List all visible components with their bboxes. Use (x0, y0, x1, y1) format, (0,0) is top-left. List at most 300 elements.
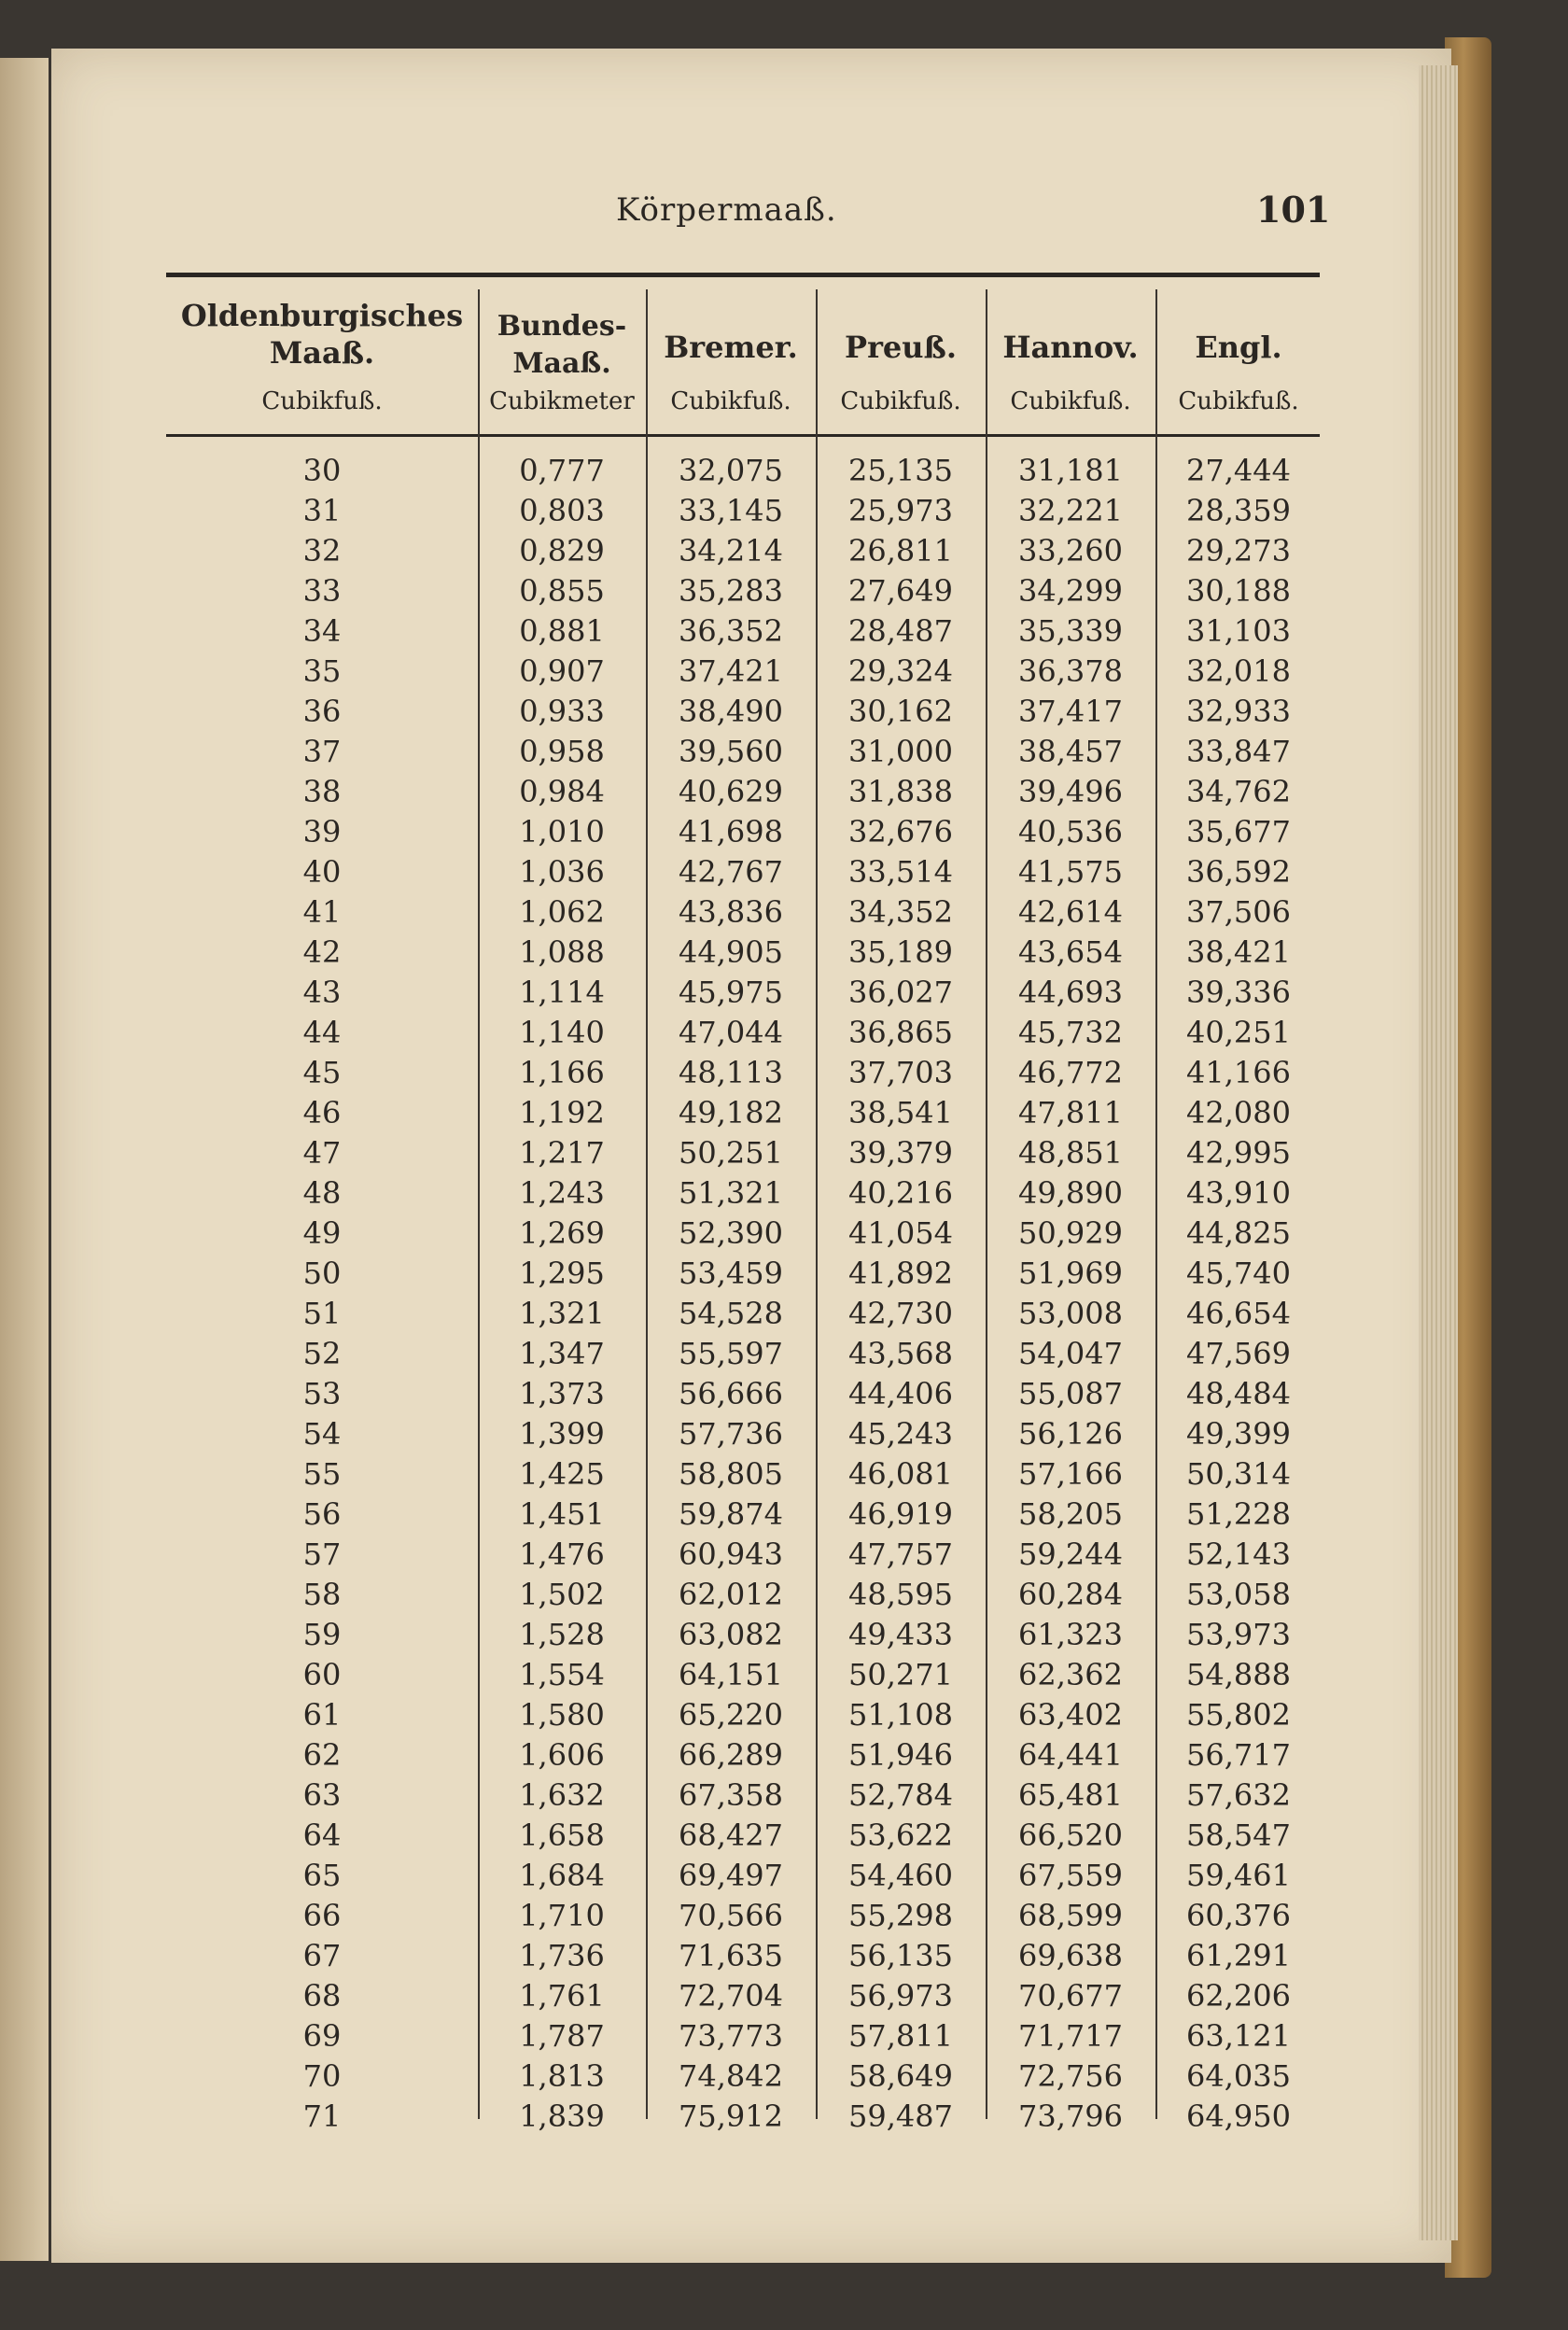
table-cell: 68,427 (679, 1818, 783, 1853)
table-cell: 71,717 (1018, 2018, 1123, 2054)
column-header-bundes: Bundes-Maaß. (497, 310, 627, 380)
table-cell: 41,166 (1186, 1055, 1291, 1090)
table-cell: 35,677 (1186, 814, 1291, 849)
table-cell: 63,402 (1018, 1697, 1123, 1733)
table-cell: 54,047 (1018, 1336, 1123, 1371)
table-cell: 68 (302, 1978, 342, 2014)
table-cell: 1,036 (519, 854, 605, 890)
table-cell: 73,773 (679, 2018, 783, 2054)
table-row (166, 692, 1320, 732)
table-cell: 74,842 (679, 2058, 783, 2094)
table-row (166, 772, 1320, 812)
table-cell: 55 (302, 1456, 342, 1492)
table-cell: 36,027 (848, 975, 953, 1010)
table-body (166, 451, 1320, 2137)
table-cell: 36,592 (1186, 854, 1291, 890)
table-cell: 30,162 (848, 694, 953, 729)
table-header-rule (166, 434, 1320, 437)
table-row (166, 852, 1320, 892)
table-cell: 41,892 (848, 1256, 953, 1291)
table-row (166, 1495, 1320, 1535)
column-unit: Cubikfuß. (670, 387, 791, 415)
table-cell: 32,221 (1018, 493, 1123, 528)
running-head: Körpermaaß. (616, 191, 837, 229)
table-row (166, 812, 1320, 852)
table-cell: 47,811 (1018, 1095, 1123, 1130)
table-cell: 42,730 (848, 1296, 953, 1331)
table-cell: 42,614 (1018, 894, 1123, 930)
table-cell: 33,847 (1186, 734, 1291, 769)
table-cell: 50,314 (1186, 1456, 1291, 1492)
table-cell: 50,271 (848, 1657, 953, 1692)
table-cell: 58,649 (848, 2058, 953, 2094)
table-cell: 49 (302, 1215, 342, 1251)
table-row (166, 1254, 1320, 1294)
table-cell: 1,736 (519, 1938, 605, 1973)
table-row (166, 531, 1320, 571)
table-cell: 30 (302, 453, 342, 488)
table-cell: 36 (302, 694, 342, 729)
table-cell: 52,143 (1186, 1537, 1291, 1572)
table-cell: 65,481 (1018, 1777, 1123, 1813)
table-row (166, 1655, 1320, 1695)
table-cell: 44 (302, 1015, 342, 1050)
table-cell: 62,206 (1186, 1978, 1291, 2014)
table-row (166, 1695, 1320, 1735)
table-cell: 45,732 (1018, 1015, 1123, 1050)
column-unit: Cubikfuß. (1178, 387, 1299, 415)
table-cell: 62 (302, 1737, 342, 1773)
column-unit: Cubikmeter (489, 387, 635, 415)
table-cell: 33,260 (1018, 533, 1123, 568)
table-cell: 0,958 (519, 734, 605, 769)
table-cell: 40,216 (848, 1175, 953, 1211)
table-cell: 60,376 (1186, 1898, 1291, 1933)
table-cell: 62,362 (1018, 1657, 1123, 1692)
table-cell: 35 (302, 653, 342, 689)
table-cell: 44,825 (1186, 1215, 1291, 1251)
table-row (166, 491, 1320, 531)
table-cell: 67,358 (679, 1777, 783, 1813)
table-cell: 30,188 (1186, 573, 1291, 609)
table-cell: 40,536 (1018, 814, 1123, 849)
table-cell: 1,684 (519, 1858, 605, 1893)
table-cell: 38 (302, 774, 342, 809)
table-cell: 1,710 (519, 1898, 605, 1933)
table-cell: 65,220 (679, 1697, 783, 1733)
table-cell: 71 (302, 2098, 342, 2134)
table-row (166, 1294, 1320, 1334)
table-cell: 38,421 (1186, 934, 1291, 970)
column-header-preuss: Preuß. (845, 330, 957, 365)
table-cell: 64,035 (1186, 2058, 1291, 2094)
table-row (166, 1896, 1320, 1936)
table-cell: 1,243 (519, 1175, 605, 1211)
table-cell: 56 (302, 1496, 342, 1532)
table-cell: 32,018 (1186, 653, 1291, 689)
table-cell: 43 (302, 975, 342, 1010)
table-cell: 29,324 (848, 653, 953, 689)
table-row (166, 611, 1320, 652)
table-cell: 53,459 (679, 1256, 783, 1291)
table-cell: 1,528 (519, 1617, 605, 1652)
table-cell: 38,490 (679, 694, 783, 729)
table-cell: 70 (302, 2058, 342, 2094)
table-cell: 0,907 (519, 653, 605, 689)
table-cell: 34,352 (848, 894, 953, 930)
table-cell: 0,881 (519, 613, 605, 649)
table-cell: 35,339 (1018, 613, 1123, 649)
table-cell: 42 (302, 934, 342, 970)
table-cell: 67 (302, 1938, 342, 1973)
table-cell: 61,291 (1186, 1938, 1291, 1973)
table-cell: 59,461 (1186, 1858, 1291, 1893)
page-stack-edges (1419, 65, 1458, 2240)
table-cell: 60 (302, 1657, 342, 1692)
table-cell: 44,693 (1018, 975, 1123, 1010)
table-row (166, 1776, 1320, 1816)
table-top-rule (166, 273, 1320, 277)
table-cell: 1,787 (519, 2018, 605, 2054)
table-cell: 1,502 (519, 1577, 605, 1612)
table-cell: 58 (302, 1577, 342, 1612)
table-cell: 0,777 (519, 453, 605, 488)
column-unit: Cubikfuß. (261, 387, 383, 415)
table-cell: 33 (302, 573, 342, 609)
table-cell: 51,969 (1018, 1256, 1123, 1291)
table-cell: 39,379 (848, 1135, 953, 1171)
table-cell: 66 (302, 1898, 342, 1933)
table-row (166, 973, 1320, 1013)
table-cell: 27,444 (1186, 453, 1291, 488)
table-cell: 42,767 (679, 854, 783, 890)
table-cell: 40,629 (679, 774, 783, 809)
table-cell: 67,559 (1018, 1858, 1123, 1893)
table-cell: 59,874 (679, 1496, 783, 1532)
table-cell: 37,703 (848, 1055, 953, 1090)
table-cell: 49,433 (848, 1617, 953, 1652)
table-cell: 42,080 (1186, 1095, 1291, 1130)
table-cell: 1,658 (519, 1818, 605, 1853)
table-row (166, 1133, 1320, 1173)
table-cell: 1,580 (519, 1697, 605, 1733)
table-cell: 72,704 (679, 1978, 783, 2014)
table-row (166, 1053, 1320, 1093)
table-cell: 71,635 (679, 1938, 783, 1973)
table-cell: 46,919 (848, 1496, 953, 1532)
table-row (166, 1816, 1320, 1856)
table-cell: 44,905 (679, 934, 783, 970)
table-cell: 47,044 (679, 1015, 783, 1050)
table-cell: 37,417 (1018, 694, 1123, 729)
table-row (166, 1735, 1320, 1776)
table-cell: 1,062 (519, 894, 605, 930)
table-row (166, 1173, 1320, 1214)
table-cell: 53,622 (848, 1818, 953, 1853)
table-row (166, 1414, 1320, 1454)
table-cell: 61 (302, 1697, 342, 1733)
table-cell: 42,995 (1186, 1135, 1291, 1171)
table-cell: 53,058 (1186, 1577, 1291, 1612)
column-header-oldenburg: Oldenburgisches Maaß. (180, 298, 464, 371)
table-cell: 31 (302, 493, 342, 528)
table-row (166, 933, 1320, 973)
table-cell: 66,289 (679, 1737, 783, 1773)
table-cell: 1,321 (519, 1296, 605, 1331)
table-cell: 45 (302, 1055, 342, 1090)
table-cell: 61,323 (1018, 1617, 1123, 1652)
table-cell: 39,336 (1186, 975, 1291, 1010)
table-cell: 1,476 (519, 1537, 605, 1572)
table-cell: 1,088 (519, 934, 605, 970)
column-unit: Cubikfuß. (1010, 387, 1131, 415)
table-cell: 56,973 (848, 1978, 953, 2014)
left-page-edge (0, 58, 49, 2261)
table-cell: 34,299 (1018, 573, 1123, 609)
table-cell: 37 (302, 734, 342, 769)
table-cell: 31,000 (848, 734, 953, 769)
table-cell: 49,399 (1186, 1416, 1291, 1452)
table-cell: 62,012 (679, 1577, 783, 1612)
table-cell: 57 (302, 1537, 342, 1572)
table-cell: 39 (302, 814, 342, 849)
table-cell: 50,251 (679, 1135, 783, 1171)
table-cell: 55,298 (848, 1898, 953, 1933)
table-cell: 40,251 (1186, 1015, 1291, 1050)
column-unit: Cubikfuß. (840, 387, 961, 415)
table-cell: 56,666 (679, 1376, 783, 1411)
table-cell: 32,676 (848, 814, 953, 849)
table-cell: 55,087 (1018, 1376, 1123, 1411)
table-cell: 70,566 (679, 1898, 783, 1933)
table-cell: 51,946 (848, 1737, 953, 1773)
table-cell: 31,181 (1018, 453, 1123, 488)
table-cell: 1,373 (519, 1376, 605, 1411)
column-header-engl: Engl. (1195, 330, 1282, 365)
table-cell: 45,740 (1186, 1256, 1291, 1291)
table-cell: 0,855 (519, 573, 605, 609)
table-cell: 63,082 (679, 1617, 783, 1652)
column-header-hannov: Hannov. (1002, 330, 1139, 365)
table-row (166, 732, 1320, 772)
table-cell: 32 (302, 533, 342, 568)
table-row (166, 1575, 1320, 1615)
table-row (166, 1535, 1320, 1575)
table-cell: 51,108 (848, 1697, 953, 1733)
table-cell: 66,520 (1018, 1818, 1123, 1853)
table-cell: 1,347 (519, 1336, 605, 1371)
table-row (166, 1334, 1320, 1374)
table-cell: 54 (302, 1416, 342, 1452)
table-cell: 1,839 (519, 2098, 605, 2134)
table-cell: 1,451 (519, 1496, 605, 1532)
table-cell: 46,081 (848, 1456, 953, 1492)
table-cell: 47,757 (848, 1537, 953, 1572)
table-cell: 72,756 (1018, 2058, 1123, 2094)
column-header-bremer: Bremer. (664, 330, 798, 365)
table-cell: 45,243 (848, 1416, 953, 1452)
table-cell: 45,975 (679, 975, 783, 1010)
table-cell: 64,441 (1018, 1737, 1123, 1773)
table-cell: 69,497 (679, 1858, 783, 1893)
table-cell: 29,273 (1186, 533, 1291, 568)
table-cell: 69,638 (1018, 1938, 1123, 1973)
table-cell: 52,390 (679, 1215, 783, 1251)
table-cell: 34 (302, 613, 342, 649)
table-cell: 60,943 (679, 1537, 783, 1572)
table-cell: 43,568 (848, 1336, 953, 1371)
table-row (166, 1615, 1320, 1655)
table-cell: 53,008 (1018, 1296, 1123, 1331)
table-cell: 26,811 (848, 533, 953, 568)
table-cell: 36,378 (1018, 653, 1123, 689)
table-cell: 54,528 (679, 1296, 783, 1331)
table-cell: 57,632 (1186, 1777, 1291, 1813)
table-cell: 60,284 (1018, 1577, 1123, 1612)
table-cell: 1,217 (519, 1135, 605, 1171)
table-cell: 39,560 (679, 734, 783, 769)
table-cell: 1,166 (519, 1055, 605, 1090)
table-cell: 63 (302, 1777, 342, 1813)
page-number: 101 (1256, 189, 1331, 231)
table-cell: 56,135 (848, 1938, 953, 1973)
table-cell: 58,547 (1186, 1818, 1291, 1853)
table-cell: 55,597 (679, 1336, 783, 1371)
table-cell: 59 (302, 1617, 342, 1652)
table-cell: 31,103 (1186, 613, 1291, 649)
table-cell: 1,554 (519, 1657, 605, 1692)
table-row (166, 1214, 1320, 1254)
table-cell: 48,595 (848, 1577, 953, 1612)
table-cell: 64,151 (679, 1657, 783, 1692)
table-cell: 39,496 (1018, 774, 1123, 809)
table-cell: 48,484 (1186, 1376, 1291, 1411)
table-cell: 1,813 (519, 2058, 605, 2094)
table-cell: 58,805 (679, 1456, 783, 1492)
table-cell: 1,425 (519, 1456, 605, 1492)
table-cell: 34,762 (1186, 774, 1291, 809)
table-cell: 65 (302, 1858, 342, 1893)
table-cell: 36,352 (679, 613, 783, 649)
table-cell: 48,113 (679, 1055, 783, 1090)
table-cell: 41,054 (848, 1215, 953, 1251)
table-cell: 46 (302, 1095, 342, 1130)
table-cell: 50 (302, 1256, 342, 1291)
table-cell: 73,796 (1018, 2098, 1123, 2134)
table-cell: 43,654 (1018, 934, 1123, 970)
table-cell: 28,487 (848, 613, 953, 649)
table-row (166, 1856, 1320, 1896)
table-cell: 59,487 (848, 2098, 953, 2134)
table-row (166, 1093, 1320, 1133)
table-row (166, 652, 1320, 692)
table-cell: 27,649 (848, 573, 953, 609)
table-cell: 53,973 (1186, 1617, 1291, 1652)
table-cell: 1,606 (519, 1737, 605, 1773)
table-cell: 1,632 (519, 1777, 605, 1813)
table-cell: 32,075 (679, 453, 783, 488)
table-cell: 49,890 (1018, 1175, 1123, 1211)
table-cell: 55,802 (1186, 1697, 1291, 1733)
table-cell: 57,736 (679, 1416, 783, 1452)
table-row (166, 451, 1320, 491)
table-cell: 25,973 (848, 493, 953, 528)
table-row (166, 1013, 1320, 1053)
table-cell: 40 (302, 854, 342, 890)
table-row (166, 1936, 1320, 1976)
table-cell: 56,126 (1018, 1416, 1123, 1452)
table-cell: 64,950 (1186, 2098, 1291, 2134)
table-cell: 43,836 (679, 894, 783, 930)
table-cell: 38,457 (1018, 734, 1123, 769)
table-cell: 63,121 (1186, 2018, 1291, 2054)
table-cell: 32,933 (1186, 694, 1291, 729)
table-cell: 1,269 (519, 1215, 605, 1251)
table-cell: 1,114 (519, 975, 605, 1010)
table-cell: 48,851 (1018, 1135, 1123, 1171)
table-cell: 37,421 (679, 653, 783, 689)
table-row (166, 1976, 1320, 2016)
table-cell: 1,399 (519, 1416, 605, 1452)
table-cell: 57,166 (1018, 1456, 1123, 1492)
table-cell: 51,321 (679, 1175, 783, 1211)
table-cell: 0,803 (519, 493, 605, 528)
table-cell: 33,514 (848, 854, 953, 890)
table-cell: 37,506 (1186, 894, 1291, 930)
table-cell: 0,933 (519, 694, 605, 729)
table-cell: 35,189 (848, 934, 953, 970)
table-cell: 41 (302, 894, 342, 930)
table-cell: 36,865 (848, 1015, 953, 1050)
table-cell: 46,654 (1186, 1296, 1291, 1331)
table-cell: 31,838 (848, 774, 953, 809)
table-cell: 41,575 (1018, 854, 1123, 890)
table-cell: 51,228 (1186, 1496, 1291, 1532)
table-cell: 1,192 (519, 1095, 605, 1130)
table-cell: 47,569 (1186, 1336, 1291, 1371)
table-cell: 47 (302, 1135, 342, 1171)
table-cell: 48 (302, 1175, 342, 1211)
table-row (166, 1374, 1320, 1414)
table-cell: 1,295 (519, 1256, 605, 1291)
table-cell: 0,984 (519, 774, 605, 809)
table-cell: 50,929 (1018, 1215, 1123, 1251)
table-cell: 75,912 (679, 2098, 783, 2134)
table-cell: 54,888 (1186, 1657, 1291, 1692)
table-row (166, 892, 1320, 933)
table-cell: 53 (302, 1376, 342, 1411)
table-cell: 52 (302, 1336, 342, 1371)
table-cell: 58,205 (1018, 1496, 1123, 1532)
table-cell: 38,541 (848, 1095, 953, 1130)
table-cell: 52,784 (848, 1777, 953, 1813)
table-cell: 28,359 (1186, 493, 1291, 528)
table-cell: 44,406 (848, 1376, 953, 1411)
table-cell: 69 (302, 2018, 342, 2054)
table-cell: 33,145 (679, 493, 783, 528)
table-cell: 25,135 (848, 453, 953, 488)
table-cell: 49,182 (679, 1095, 783, 1130)
table-cell: 59,244 (1018, 1537, 1123, 1572)
table-cell: 1,140 (519, 1015, 605, 1050)
table-cell: 64 (302, 1818, 342, 1853)
table-cell: 34,214 (679, 533, 783, 568)
table-row (166, 2097, 1320, 2137)
table-row (166, 1454, 1320, 1495)
table-cell: 1,761 (519, 1978, 605, 2014)
table-cell: 0,829 (519, 533, 605, 568)
table-cell: 51 (302, 1296, 342, 1331)
